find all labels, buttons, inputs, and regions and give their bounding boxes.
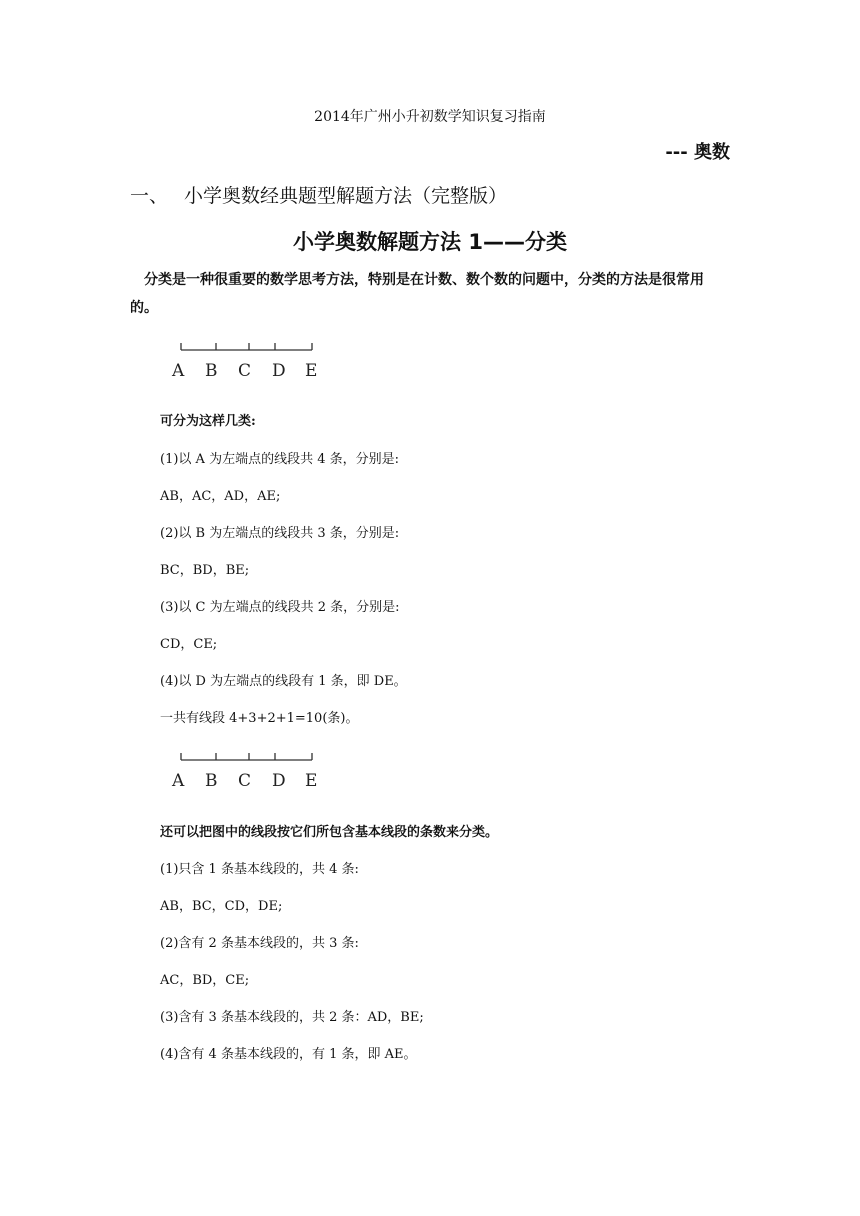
method-title: 小学奥数解题方法 1——分类 <box>293 230 567 254</box>
intro-paragraph <box>130 266 730 322</box>
section-heading <box>130 181 507 208</box>
section-number: 一、 <box>130 185 169 207</box>
point-label-d: D <box>272 771 286 791</box>
document-title: 2014年广州小升初数学知识复习指南 <box>314 109 546 125</box>
list-item: BC，BD，BE; <box>160 563 250 578</box>
list-item: (2)以 B 为左端点的线段共 3 条，分别是: <box>160 526 400 541</box>
list-item: (4)以 D 为左端点的线段有 1 条，即 DE。 <box>160 674 407 689</box>
list-item: (1)以 A 为左端点的线段共 4 条，分别是: <box>160 452 399 467</box>
total-line: 一共有线段 4+3+2+1=10(条)。 <box>160 711 359 726</box>
point-label-a: A <box>172 771 185 791</box>
point-label-b: B <box>205 771 218 791</box>
point-label-a: A <box>172 361 185 381</box>
segment-diagram-2 <box>160 750 340 795</box>
list-item: AB，AC，AD，AE; <box>160 489 281 504</box>
point-label-c: C <box>238 361 252 381</box>
list-item: CD，CE; <box>160 637 218 652</box>
list-item: AC，BD，CE; <box>160 973 250 988</box>
subject-label: --- 奥数 <box>665 142 730 163</box>
part1-lead: 可分为这样几类: <box>160 414 256 429</box>
segment-line <box>181 753 312 760</box>
point-label-e: E <box>305 771 318 791</box>
list-item: AB，BC，CD，DE; <box>160 899 283 914</box>
point-label-b: B <box>205 361 218 381</box>
point-label-c: C <box>238 771 252 791</box>
intro-text: 分类是一种很重要的数学思考方法，特别是在计数、数个数的问题中，分类的方法是很常用的。 <box>130 272 704 316</box>
list-item: (1)只含 1 条基本线段的，共 4 条: <box>160 862 359 877</box>
list-item: (3)以 C 为左端点的线段共 2 条，分别是: <box>160 600 400 615</box>
point-label-e: E <box>305 361 318 381</box>
segment-diagram-1 <box>160 340 340 385</box>
part2-lead: 还可以把图中的线段按它们所包含基本线段的条数来分类。 <box>160 825 499 840</box>
list-item: (3)含有 3 条基本线段的，共 2 条：AD，BE; <box>160 1010 424 1025</box>
list-item: (4)含有 4 条基本线段的，有 1 条，即 AE。 <box>160 1047 417 1062</box>
segment-line <box>181 343 312 350</box>
section-title: 小学奥数经典题型解题方法（完整版） <box>184 185 508 207</box>
point-label-d: D <box>272 361 286 381</box>
list-item: (2)含有 2 条基本线段的，共 3 条: <box>160 936 359 951</box>
